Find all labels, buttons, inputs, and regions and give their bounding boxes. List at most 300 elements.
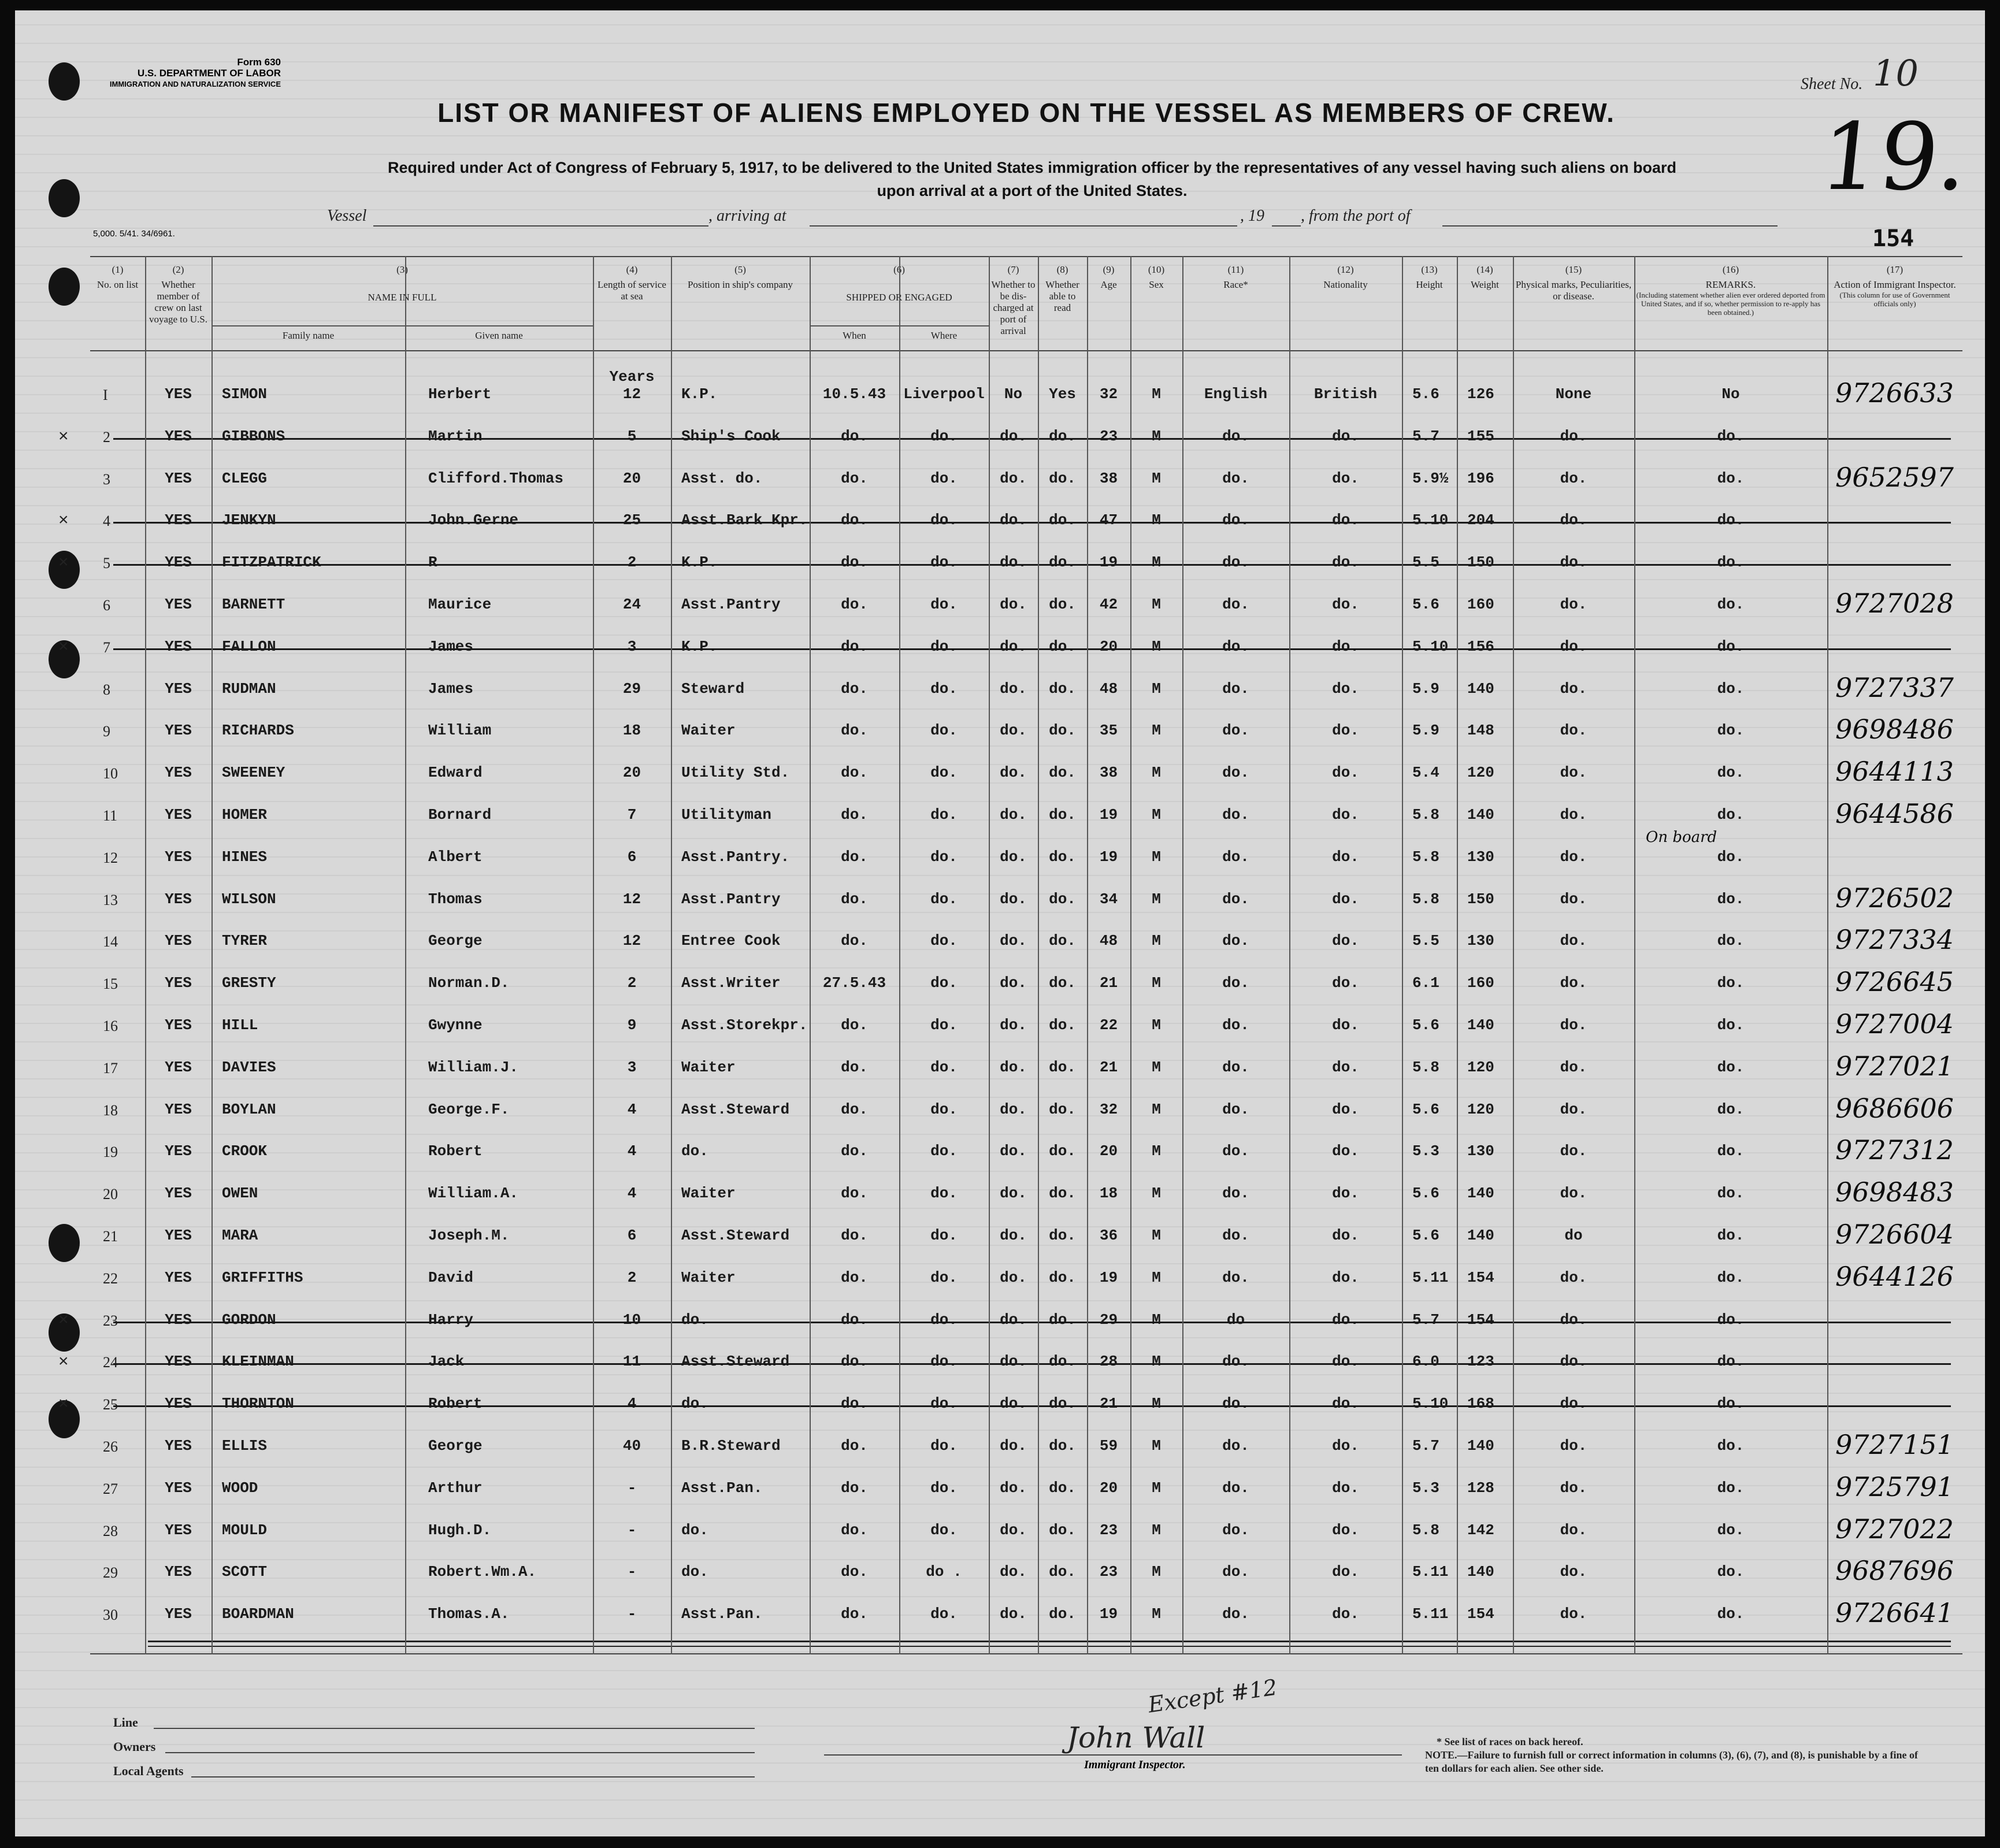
cell-nationality: do. [1332,932,1359,950]
cell-service: - [627,1479,637,1497]
cell-position: Asst.Bark Kpr. [681,511,808,529]
cell-given: Joseph.M. [428,1227,510,1244]
cell-discharged: do. [1000,974,1027,992]
column-subheader: When [843,330,866,341]
cell-position: do. [681,1563,708,1581]
races-note: * See list of races on back hereof. [1437,1736,1583,1747]
cell-height: 5.6 [1412,1100,1439,1118]
cell-crew: YES [165,1353,192,1371]
cell-service: 6 [627,1227,637,1244]
inspector-action-number: 9652597 [1835,461,1954,493]
cell-service: 10 [622,1311,641,1329]
cell-position: Asst.Steward [681,1353,790,1371]
cell-race: do. [1222,1563,1249,1581]
cell-weight: 154 [1467,1311,1494,1329]
cell-marks: do. [1560,974,1587,992]
cell-position: Asst.Pantry. [681,848,790,866]
cell-crew: YES [165,1605,192,1623]
cell-when: do. [841,1563,868,1581]
cell-remarks: do. [1717,554,1745,572]
cell-service: 3 [627,637,637,655]
column-rule [899,256,900,1654]
cell-weight: 204 [1467,511,1494,529]
line-label: Line [113,1715,138,1730]
punch-hole [49,268,80,306]
cell-remarks: do. [1717,1521,1745,1539]
column-number: (7) [1007,264,1019,275]
cell-crew: YES [165,1227,192,1244]
column-number: (17) [1886,264,1903,275]
cell-weight: 168 [1467,1395,1494,1413]
column-subheader: Family name [282,330,335,341]
cell-height: 5.3 [1412,1142,1439,1160]
row-number: 30 [103,1606,118,1624]
column-rule [593,256,594,1654]
cell-nationality: do. [1332,637,1359,655]
cell-height: 5.8 [1412,1058,1439,1076]
cell-service: - [627,1521,637,1539]
cell-sex: M [1152,1479,1161,1497]
cell-sex: M [1152,974,1161,992]
cell-weight: 120 [1467,1100,1494,1118]
cell-crew: YES [165,596,192,613]
cell-service: 25 [622,511,641,529]
cell-crew: YES [165,1521,192,1539]
cell-height: 5.11 [1412,1605,1449,1623]
cell-remarks: do. [1717,1142,1745,1160]
cell-service: 2 [627,1268,637,1286]
cell-where: do. [930,722,958,740]
cell-marks: do. [1560,932,1587,950]
cell-where: do. [930,806,958,823]
cell-sex: M [1152,1311,1161,1329]
cell-remarks: do. [1717,1437,1745,1454]
cell-crew: YES [165,385,192,403]
cell-service: 11 [622,1353,641,1371]
cell-age: 38 [1099,764,1118,782]
cell-position: Asst.Pan. [681,1479,763,1497]
cell-when: 27.5.43 [822,974,886,992]
cell-height: 5.6 [1412,596,1439,613]
cell-weight: 142 [1467,1521,1494,1539]
cell-height: 5.9 [1412,722,1439,740]
cell-sex: M [1152,890,1161,908]
cell-marks: do [1564,1227,1583,1244]
cell-discharged: do. [1000,1268,1027,1286]
cell-height: 5.10 [1412,511,1449,529]
cell-marks: do. [1560,1437,1587,1454]
inspector-action-number: 9698483 [1835,1177,1954,1208]
cell-family: BOYLAN [222,1100,276,1118]
cell-marks: do. [1560,1100,1587,1118]
cell-crew: YES [165,1016,192,1034]
column-header [1184,264,1287,291]
cell-sex: M [1152,1268,1161,1286]
cell-sex: M [1152,1227,1161,1244]
cell-race: do. [1222,722,1249,740]
cell-remarks: do. [1717,637,1745,655]
cell-position: Waiter [681,1185,736,1203]
column-label: Height [1416,279,1443,290]
inspector-action-number: 9727021 [1835,1050,1954,1082]
inspector-action-number: 9644586 [1835,798,1954,829]
cell-where: do. [930,637,958,655]
cell-position: Asst.Pantry [681,596,781,613]
cell-family: WILSON [222,890,276,908]
cell-marks: do. [1560,511,1587,529]
cell-read: do. [1049,1142,1076,1160]
cell-discharged: do. [1000,764,1027,782]
strikethrough-line [113,1322,1951,1323]
cell-remarks: do. [1717,764,1745,782]
cell-weight: 126 [1467,385,1494,403]
cell-nationality: do. [1332,1016,1359,1034]
cell-race: do. [1222,848,1249,866]
cell-age: 48 [1099,680,1118,697]
cell-service: 40 [622,1437,641,1454]
cell-nationality: do. [1332,1100,1359,1118]
cell-where: do. [930,848,958,866]
cell-crew: YES [165,1185,192,1203]
cell-when: do. [841,722,868,740]
inspector-action-number: 9727337 [1835,671,1954,703]
cell-age: 48 [1099,932,1118,950]
row-number: 10 [103,765,118,782]
cell-when: do. [841,848,868,866]
cell-family: JENKYN [222,511,276,529]
cell-marks: do. [1560,554,1587,572]
cell-discharged: do. [1000,1521,1027,1539]
page-number: 154 [1872,225,1914,252]
cell-when: do. [841,1437,868,1454]
cell-marks: do. [1560,764,1587,782]
cell-crew: YES [165,469,192,487]
inspector-action-number: 9726502 [1835,882,1954,914]
cell-weight: 130 [1467,932,1494,950]
cell-position: Entree Cook [681,932,781,950]
cell-position: Asst.Pantry [681,890,781,908]
cell-remarks: do. [1717,1227,1745,1244]
strikethrough-line [113,522,1951,524]
row-number: 25 [103,1396,118,1413]
cell-age: 20 [1099,1142,1118,1160]
cell-sex: M [1152,1395,1161,1413]
cell-sex: M [1152,385,1161,403]
cell-service: 9 [627,1016,637,1034]
cell-given: Herbert [428,385,492,403]
subheader-rule [211,325,593,326]
cell-read: do. [1049,596,1076,613]
footer-notes [1425,1735,1928,1775]
column-label: NAME IN FULL [368,292,437,303]
cell-when: do. [841,469,868,487]
cell-marks: do. [1560,1058,1587,1076]
x-mark: × [58,426,69,446]
cell-crew: YES [165,1142,192,1160]
cell-sex: M [1152,932,1161,950]
cell-remarks: No [1721,385,1740,403]
row-number: 27 [103,1480,118,1497]
service-name: IMMIGRATION AND NATURALIZATION SERVICE [109,80,281,88]
handwritten-remark: On board [1646,828,1717,846]
cell-given: William.J. [428,1058,519,1076]
cell-race: do. [1222,764,1249,782]
cell-race: do. [1222,1479,1249,1497]
cell-where: do. [930,974,958,992]
cell-given: Gwynne [428,1016,483,1034]
cell-given: William.A. [428,1185,519,1203]
cell-read: do. [1049,469,1076,487]
inspector-action-number: 9726641 [1835,1597,1954,1629]
column-rule [1827,256,1828,1654]
cell-race: do. [1222,1395,1249,1413]
x-mark: × [58,510,69,530]
cell-read: do. [1049,764,1076,782]
column-label: Whether member of crew on last voyage to U.S. [149,279,208,325]
cell-where: do. [930,511,958,529]
cell-age: 19 [1099,1605,1118,1623]
inspector-label: Immigrant Inspector. [1084,1758,1186,1771]
cell-remarks: do. [1717,1479,1745,1497]
inspector-action-number: 9727004 [1835,1008,1954,1040]
cell-family: ELLIS [222,1437,268,1454]
cell-height: 5.11 [1412,1268,1449,1286]
cell-age: 47 [1099,511,1118,529]
inspector-action-number: 9727022 [1835,1513,1954,1545]
cell-sex: M [1152,469,1161,487]
cell-age: 38 [1099,469,1118,487]
cell-marks: do. [1560,806,1587,823]
inspector-action-number: 9726604 [1835,1219,1954,1250]
cell-remarks: do. [1717,1016,1745,1034]
row-number: 29 [103,1564,118,1582]
cell-weight: 123 [1467,1353,1494,1371]
cell-age: 20 [1099,637,1118,655]
cell-discharged: do. [1000,932,1027,950]
cell-when: do. [841,764,868,782]
cell-marks: do. [1560,680,1587,697]
cell-height: 5.6 [1412,385,1439,403]
cell-age: 19 [1099,554,1118,572]
cell-given: George.F. [428,1100,510,1118]
cell-height: 5.5 [1412,932,1439,950]
cell-when: do. [841,1016,868,1034]
row-number: 19 [103,1144,118,1161]
row-number: 6 [103,597,110,614]
row-number: 15 [103,975,118,993]
cell-given: Robert [428,1395,483,1413]
cell-read: do. [1049,974,1076,992]
cell-where: do. [930,1185,958,1203]
cell-when: do. [841,806,868,823]
cell-marks: do. [1560,722,1587,740]
cell-discharged: do. [1000,1605,1027,1623]
cell-discharged: do. [1000,1016,1027,1034]
cell-remarks: do. [1717,1395,1745,1413]
cell-given: Norman.D. [428,974,510,992]
column-label: Weight [1471,279,1499,290]
cell-given: Thomas.A. [428,1605,510,1623]
cell-service: 5 [627,427,637,445]
strikethrough-line [113,1405,1951,1407]
cell-crew: YES [165,1058,192,1076]
cell-nationality: do. [1332,806,1359,823]
row-number: 28 [103,1522,118,1539]
inspector-action-number: 9698486 [1835,714,1954,745]
strikethrough-line [113,438,1951,440]
inspector-action-number: 9727151 [1835,1429,1954,1460]
cell-given: Maurice [428,596,492,613]
inspector-action-number: 9726645 [1835,966,1954,998]
cell-height: 5.7 [1412,427,1439,445]
cell-where: do. [930,596,958,613]
cell-nationality: do. [1332,974,1359,992]
cell-read: do. [1049,932,1076,950]
row-number: 17 [103,1059,118,1077]
cell-age: 19 [1099,848,1118,866]
cell-weight: 140 [1467,1016,1494,1034]
cell-weight: 150 [1467,890,1494,908]
column-label: Physical marks, Peculiarities, or disease. [1515,279,1632,302]
cell-when: do. [841,1185,868,1203]
cell-read: do. [1049,511,1076,529]
cell-age: 34 [1099,890,1118,908]
cell-where: do. [930,427,958,445]
cell-age: 35 [1099,722,1118,740]
cell-when: do. [841,1521,868,1539]
cell-position: Waiter [681,1058,736,1076]
cell-when: do. [841,1311,868,1329]
cell-family: MOULD [222,1521,268,1539]
cell-weight: 140 [1467,1185,1494,1203]
cell-marks: do. [1560,1395,1587,1413]
cell-sex: M [1152,1100,1161,1118]
cell-position: Asst. do. [681,469,763,487]
cell-discharged: do. [1000,1437,1027,1454]
cell-weight: 128 [1467,1479,1494,1497]
cell-race: do. [1222,680,1249,697]
cell-weight: 120 [1467,1058,1494,1076]
cell-remarks: do. [1717,1605,1745,1623]
print-code: 5,000. 5/41. 34/6961. [93,229,175,239]
strikethrough-line [113,1363,1951,1365]
cell-service: 4 [627,1395,637,1413]
column-label: REMARKS. [1705,279,1756,290]
cell-when: do. [841,554,868,572]
cell-position: Ship's Cook [681,427,781,445]
column-number: (2) [172,264,184,275]
cell-weight: 130 [1467,848,1494,866]
cell-sex: M [1152,1185,1161,1203]
cell-read: do. [1049,1437,1076,1454]
cell-crew: YES [165,932,192,950]
row-number: 22 [103,1270,118,1287]
column-label: SHIPPED OR ENGAGED [846,292,952,303]
table-top-rule [90,256,1962,257]
column-header [1636,264,1825,317]
cell-discharged: do. [1000,1311,1027,1329]
arriving-fill-line [810,225,1237,227]
cell-crew: YES [165,1268,192,1286]
cell-height: 5.3 [1412,1479,1439,1497]
cell-when: do. [841,427,868,445]
sheet-number-label: Sheet No. [1801,75,1863,93]
row-number: 24 [103,1354,118,1371]
cell-discharged: do. [1000,637,1027,655]
cell-discharged: do. [1000,554,1027,572]
cell-weight: 160 [1467,974,1494,992]
cell-height: 5.7 [1412,1311,1439,1329]
column-header [1089,264,1129,291]
cell-age: 36 [1099,1227,1118,1244]
subtitle-line: upon arrival at a port of the United States. [877,182,1188,199]
cell-race: do. [1222,1142,1249,1160]
cell-given: Harry [428,1311,474,1329]
cell-crew: YES [165,806,192,823]
cell-where: do. [930,1395,958,1413]
row-number: I [103,387,108,403]
inspector-action-number: 9727028 [1835,588,1954,619]
column-number: (4) [626,264,638,275]
row-number: 26 [103,1438,118,1455]
port-label: , from the port of [1301,207,1411,225]
cell-race: do. [1222,1058,1249,1076]
column-number: (15) [1565,264,1582,275]
cell-weight: 140 [1467,1563,1494,1581]
cell-height: 5.8 [1412,806,1439,823]
cell-race: do. [1222,890,1249,908]
row-number: 9 [103,723,110,740]
cell-service: 12 [622,932,641,950]
cell-marks: do. [1560,1353,1587,1371]
cell-height: 5.6 [1412,1016,1439,1034]
cell-where: do . [926,1563,962,1581]
cell-discharged: do. [1000,1058,1027,1076]
cell-position: do. [681,1395,708,1413]
department-name: U.S. DEPARTMENT OF LABOR [137,68,281,79]
arriving-label: , arriving at [708,207,786,225]
cell-marks: do. [1560,1185,1587,1203]
cell-service: 4 [627,1100,637,1118]
cell-given: Martin [428,427,483,445]
cell-position: Utility Std. [681,764,790,782]
cell-service: 2 [627,554,637,572]
cell-remarks: do. [1717,680,1745,697]
cell-sex: M [1152,764,1161,782]
cell-service-note: Years [609,368,655,385]
owners-label: Owners [113,1739,156,1754]
cell-position: B.R.Steward [681,1437,781,1454]
cell-discharged: do. [1000,722,1027,740]
cell-when: do. [841,680,868,697]
cell-discharged: do. [1000,1185,1027,1203]
cell-age: 18 [1099,1185,1118,1203]
cell-height: 5.8 [1412,848,1439,866]
cell-nationality: do. [1332,1395,1359,1413]
row-number: 8 [103,681,110,698]
column-number: (16) [1722,264,1739,275]
port-fill-line [1442,225,1778,227]
cell-family: BOARDMAN [222,1605,294,1623]
column-rule [405,256,406,1654]
cell-given: Robert.Wm.A. [428,1563,537,1581]
cell-where: do. [930,932,958,950]
cell-where: do. [930,1142,958,1160]
column-label: Sex [1149,279,1164,290]
column-header [1291,264,1400,291]
cell-remarks: do. [1717,1100,1745,1118]
cell-sex: M [1152,806,1161,823]
